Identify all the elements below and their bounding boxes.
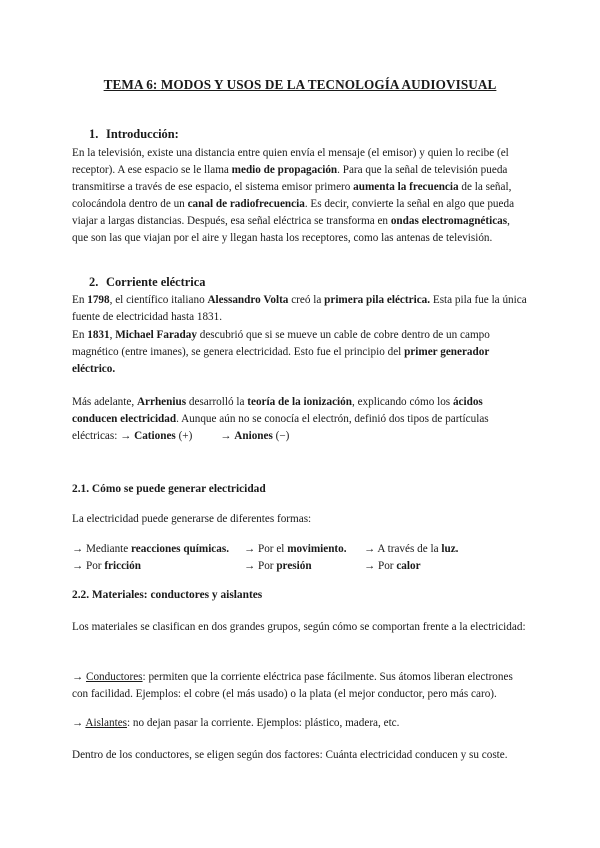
text: , <box>109 329 116 341</box>
bold-term: 1798 <box>87 294 110 306</box>
bold-term: Aniones <box>234 430 273 442</box>
text: En <box>72 329 88 341</box>
section-number: 1. <box>89 127 99 141</box>
method-item <box>244 558 364 575</box>
method-item <box>72 558 244 575</box>
text: . Aunque aún no se conocía el electrón, definió dos tipos de partículas eléctricas: → <box>72 413 489 442</box>
text: descubrió que si se mueve un cable de cobre dentro de un campo magnético (entre imanes), se genera electricidad. Esto fue el principio del <box>72 329 490 358</box>
text: . Es decir, convierte la señal en algo que pueda viajar a largas distancias. Después, esa señal eléctrica se transforma en <box>72 198 515 227</box>
text: Esta pila fue la única fuente de electricidad hasta 1831. <box>72 294 527 323</box>
materials-intro: Los materiales se clasifican en dos grandes grupos, según cómo se comportan frente a la electricidad: <box>72 621 526 633</box>
section-number: 2. <box>89 275 99 289</box>
volta-paragraph <box>72 292 528 326</box>
text: creó la <box>288 294 325 306</box>
text: , explicando cómo los <box>351 396 453 408</box>
text: Más adelante, <box>72 396 137 408</box>
text: (−) <box>272 430 290 442</box>
bold-term: teoría de la ionización <box>247 396 352 408</box>
text: En <box>72 294 88 306</box>
text: → Por <box>72 560 105 572</box>
bold-term: presión <box>276 560 312 572</box>
text: : permiten que la corriente eléctrica pase fácilmente. Sus átomos liberan electrones con facilidad. Ejemplos: el cobre (el más usado) o la plata (el mejor conductor, pero más caro). <box>72 671 513 700</box>
text: , el científico italiano <box>109 294 208 306</box>
methods-row-1 <box>72 541 528 558</box>
text: : no dejan pasar la corriente. Ejemplos: plástico, madera, etc. <box>127 717 400 729</box>
text: → A través de la <box>364 543 442 555</box>
bold-term: Cationes <box>134 430 176 442</box>
method-item <box>244 541 364 558</box>
faraday-paragraph <box>72 327 528 378</box>
conductors-paragraph <box>72 669 528 703</box>
text: → Por <box>244 560 277 572</box>
bold-term: primer generador eléctrico. <box>72 346 490 375</box>
method-item <box>72 541 244 558</box>
subsection-2-1-heading: 2.1. Cómo se puede generar electricidad <box>72 483 266 495</box>
methods-row-2 <box>72 558 528 575</box>
section-2-heading <box>89 274 205 291</box>
text: , que son las que viajan por el aire y llegan hasta los receptores, como las antenas de televisión. <box>72 215 510 244</box>
underlined-term: Conductores <box>85 671 143 683</box>
text: desarrolló la <box>186 396 248 408</box>
bold-term: Alessandro Volta <box>207 294 289 306</box>
bold-term: Michael Faraday <box>115 329 197 341</box>
section-title: Corriente eléctrica <box>106 275 206 289</box>
intro-paragraph <box>72 145 528 247</box>
text: de la señal, colocándola dentro de un <box>72 181 512 210</box>
bold-term: aumenta la frecuencia <box>353 181 459 193</box>
bold-term: movimiento. <box>287 543 347 555</box>
generation-methods <box>72 541 528 575</box>
text: → Por el <box>244 543 288 555</box>
generation-intro: La electricidad puede generarse de diferentes formas: <box>72 513 312 525</box>
text: . Para que la señal de televisión pueda transmitirse a través de ese espacio, el sistema emisor primero <box>72 164 508 193</box>
bold-term: reacciones químicas. <box>131 543 230 555</box>
bold-term: fricción <box>104 560 141 572</box>
text: (+) → <box>175 430 235 442</box>
arrow: → <box>72 717 86 729</box>
bold-term: medio de propagación <box>231 164 338 176</box>
arrhenius-paragraph <box>72 394 528 445</box>
bold-term: ondas electromagnéticas <box>390 215 508 227</box>
conductor-factors-paragraph: Dentro de los conductores, se eligen según dos factores: Cuánta electricidad conducen y su coste. <box>72 749 508 761</box>
bold-term: calor <box>396 560 421 572</box>
bold-term: luz. <box>441 543 459 555</box>
subsection-2-2-heading: 2.2. Materiales: conductores y aislantes <box>72 589 263 601</box>
arrow: → <box>72 671 86 683</box>
bold-term: canal de radiofrecuencia <box>187 198 305 210</box>
text: → Mediante <box>72 543 132 555</box>
method-item <box>364 541 458 558</box>
underlined-term: Aislantes <box>85 717 128 729</box>
bold-term: primera pila eléctrica. <box>324 294 431 306</box>
section-title: Introducción: <box>106 127 179 141</box>
bold-term: 1831 <box>87 329 110 341</box>
text: En la televisión, existe una distancia entre quien envía el mensaje (el emisor) y quien lo recibe (el receptor). A ese espacio se le llama <box>72 147 509 176</box>
method-item <box>364 558 421 575</box>
text: → Por <box>364 560 397 572</box>
bold-term: ácidos conducen electricidad <box>72 396 483 425</box>
document-title: TEMA 6: MODOS Y USOS DE LA TECNOLOGÍA AUDIOVISUAL <box>103 77 497 92</box>
insulators-paragraph <box>72 715 528 732</box>
bold-term: Arrhenius <box>136 396 187 408</box>
section-1-heading <box>89 126 179 143</box>
